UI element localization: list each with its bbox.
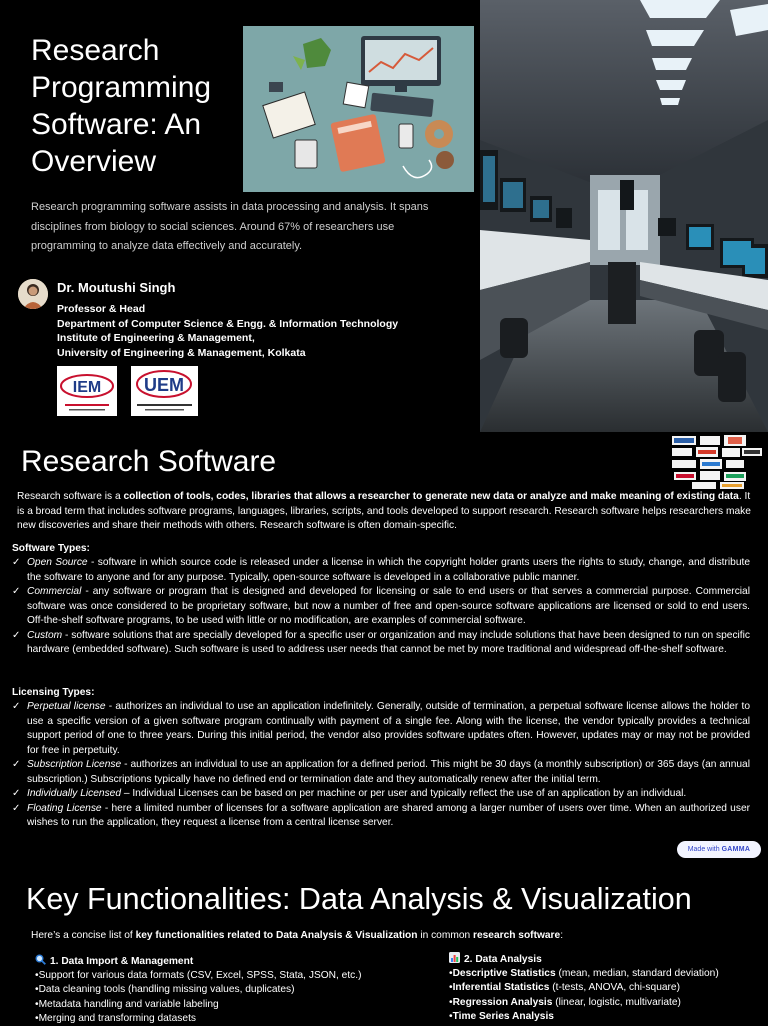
item-term: Subscription License	[27, 759, 122, 770]
item-description: - software in which source code is released under a license in which the copyright holder grants users the rights to study, change, and distribute the software to anyone and for any purpose. Typically, open-source software is developed in a collaborative public manner.	[27, 557, 750, 583]
licensing-types-heading: Licensing Types:	[12, 687, 95, 698]
slide-title: Research Programming Software: An Overview	[31, 34, 212, 178]
intro-highlight-2: research software	[472, 930, 561, 941]
intro-highlight: key functionalities related to Data Analysis & Visualization	[135, 930, 418, 941]
computer-lab-photo	[480, 0, 768, 432]
intro-highlight: collection of tools, codes, libraries that allows a researcher to generate new data or analyze and make meaning of existing data	[123, 491, 739, 502]
item-term: Individually Licensed	[27, 788, 122, 799]
list-item: •Time Series Analysis	[449, 1010, 554, 1022]
licensing-types-list	[12, 700, 750, 831]
section-heading: 1. Data Import & Management	[35, 954, 435, 969]
checkmark-icon: ✓	[12, 586, 21, 597]
data-analysis-section	[449, 952, 759, 1024]
checkmark-icon: ✓	[12, 802, 21, 814]
author-department: Department of Computer Science & Engg. & Information Technology	[57, 317, 399, 330]
list-item: •Descriptive Statistics (mean, median, standard deviation)	[449, 968, 719, 980]
list-item	[12, 758, 750, 787]
software-types-list	[12, 556, 750, 658]
item-term: Floating License	[27, 802, 102, 814]
author-avatar	[18, 279, 48, 309]
author-name: Dr. Moutushi Singh	[57, 280, 176, 295]
author-university: University of Engineering & Management, Kolkata	[57, 346, 306, 359]
list-item: •Merging and transforming datasets	[35, 1012, 196, 1024]
magnifier-icon	[35, 954, 46, 965]
item-description: - software solutions that are specially developed for a specific user or organization and may include solutions that have been designed to run on specific hardware (embedded software). Such software is used to address user needs that cannot be met by more traditional and widespread off-the-shelf software.	[27, 629, 750, 655]
list-item: •Metadata handling and variable labeling	[35, 998, 219, 1010]
functionalities-intro	[31, 929, 563, 943]
list-item: •Support for various data formats (CSV, Excel, SPSS, Stata, JSON, etc.)	[35, 970, 362, 982]
author-block	[57, 280, 477, 360]
list-item	[12, 556, 750, 585]
checkmark-icon: ✓	[12, 557, 21, 568]
item-term: Commercial	[27, 586, 82, 597]
list-item: •Inferential Statistics (t-tests, ANOVA, chi-square)	[449, 982, 680, 994]
author-position: Professor & Head	[57, 303, 146, 315]
data-import-section	[35, 954, 435, 1026]
list-item: •Data cleaning tools (handling missing values, duplicates)	[35, 984, 295, 996]
item-term: Custom	[27, 629, 63, 641]
checkmark-icon: ✓	[12, 701, 21, 712]
intro-text-mid: in common	[417, 930, 473, 941]
item-description: - authorizes an individual to use an application for a defined period. This might be 30 days (a monthly subscription) or 365 days (an annual subscription.) Subscriptions typically have no defined end or termination date and they automatically renew after the initial term.	[27, 759, 750, 785]
item-term: Perpetual license	[27, 701, 106, 712]
list-item	[12, 700, 750, 758]
item-description: - any software or program that is designed and developed for licensing or sale to end users or that serves a commercial purpose. Commercial software was once considered to be proprietary software, but now a number of free and open-source software applications are licensed or sold to end users. Off-the-shelf software programs, to be used with little or no modification, are examples of commercial software.	[27, 586, 750, 626]
bar-chart-icon	[449, 952, 460, 963]
uem-logo	[131, 366, 198, 416]
software-logos-collage	[670, 434, 764, 490]
author-institute: Institute of Engineering & Management,	[57, 332, 255, 344]
badge-prefix: Made with	[687, 846, 720, 853]
slide-overview	[0, 0, 768, 432]
intro-text: Research software is a	[17, 491, 124, 502]
list-item	[12, 585, 750, 629]
badge-brand: GAMMA	[721, 846, 751, 853]
intro-text-end: :	[560, 930, 564, 941]
svg-text:UEM: UEM	[144, 375, 184, 395]
research-desk-illustration	[243, 26, 474, 192]
list-item	[12, 787, 750, 802]
iem-logo	[57, 366, 117, 416]
checkmark-icon: ✓	[12, 759, 21, 770]
checkmark-icon: ✓	[12, 629, 21, 641]
checkmark-icon: ✓	[12, 788, 21, 799]
item-description: – Individual Licenses can be based on per machine or per user and typically reflect the use of an application by an individual.	[121, 788, 687, 799]
slide-research-software	[0, 432, 768, 864]
item-term: Open Source	[27, 557, 88, 568]
made-with-gamma-badge[interactable]	[677, 841, 761, 858]
slide-title: Key Functionalities: Data Analysis & Visualization	[26, 882, 692, 916]
intro-text: Here’s a concise list of	[31, 930, 136, 941]
slide-key-functionalities	[0, 864, 768, 1024]
research-software-intro	[17, 490, 754, 534]
list-item: •Regression Analysis (linear, logistic, multivariate)	[449, 996, 681, 1008]
item-description: - here a limited number of licenses for a software application are shared among a larger number of users over time. When an authorized user wishes to run the application, they request a license from a central license server.	[27, 802, 750, 828]
item-description: - authorizes an individual to use an application indefinitely. Generally, outside of termination, a perpetual software license allows the holder to use a specific version of a given software program continually with payment of a single fee. Along with the license, the vendor typically provides a technical support period of one to three years. During this initial period, the vendor also provides software updates often. However, updates may or may not be provided for free in perpetuity.	[27, 701, 750, 756]
slide-title: Research Software	[21, 445, 277, 478]
software-types-heading: Software Types:	[12, 543, 90, 554]
section-heading: 2. Data Analysis	[449, 952, 759, 967]
intro-text-rest: . It is a broad term that includes software programs, languages, libraries, scripts, and tools developed to support research. Research software helps researchers make new discoveries and share their methods with others. Research software is often domain-specific.	[17, 491, 751, 531]
list-item	[12, 802, 750, 831]
svg-text:IEM: IEM	[72, 379, 102, 396]
list-item	[12, 629, 750, 658]
overview-description: Research programming software assists in data processing and analysis. It spans disciplines from biology to social sciences. Around 67% of researchers use programming to analyze data effectively and accurately.	[31, 201, 429, 252]
